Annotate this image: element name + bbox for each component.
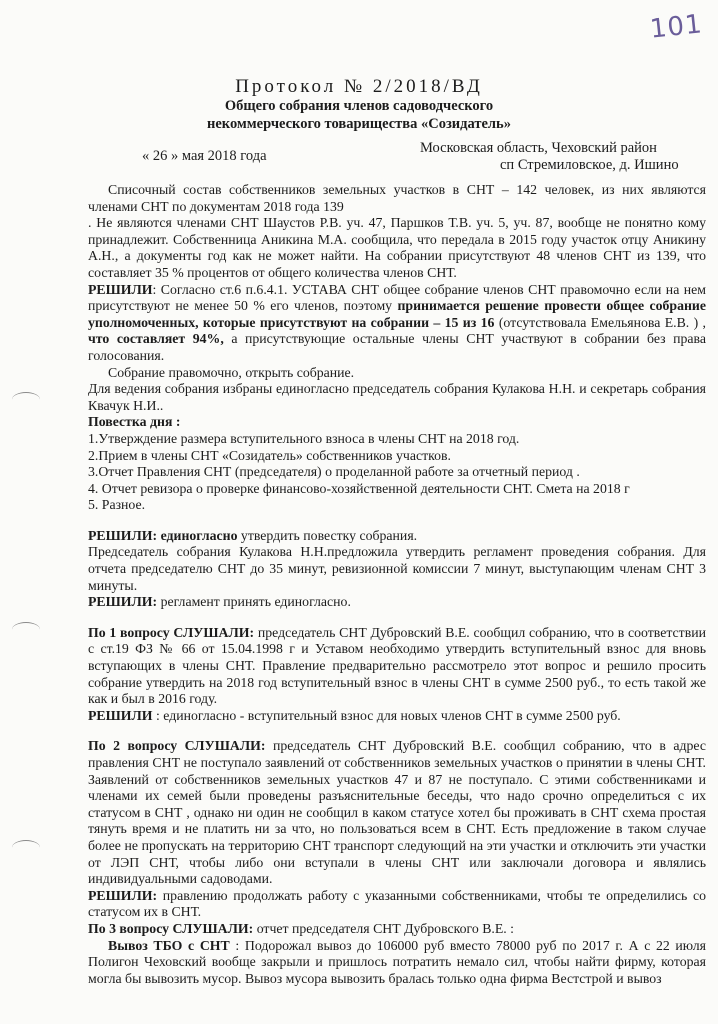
- meeting-date: « 26 » мая 2018 года: [142, 148, 267, 164]
- decision-bold-text: что составляет 94%,: [88, 331, 224, 347]
- paragraph-members-count: Списочный состав собственников земельных участков в СНТ – 142 человек, из них являются членами СНТ по документам 2018 года 139: [88, 182, 706, 214]
- agenda-item: 5. Разное.: [88, 497, 146, 513]
- protocol-title: Протокол № 2/2018/ВД: [235, 76, 483, 97]
- paragraph-chair-elected: Для ведения собрания избраны единогласно председатель собрания Кулакова Н.Н. и секретарь собрания Квачук Н.И..: [88, 381, 706, 413]
- paragraph-meeting-opened: Собрание правомочно, открыть собрание.: [108, 364, 355, 380]
- meeting-place-line2: сп Стремиловское, д. Ишино: [500, 157, 679, 173]
- decision-label: РЕШИЛИ: [88, 527, 153, 543]
- paragraph-non-members: . Не являются членами СНТ Шаустов Р.В. уч. 47, Паршков Т.В. уч. 5, уч. 87, вообще не понятно кому принадлежит. Собственница Аникина М.А. сообщила, что передала в 2015 году участок отцу Аникину А.Н., а документы год как не может найти. На собрании присутствуют 48 членов СНТ из 139, что составляет 35 % процентов от общего количества членов СНТ.: [88, 215, 706, 280]
- question-3: [88, 921, 706, 938]
- decision-label: РЕШИЛИ: [88, 281, 153, 297]
- decision-label: РЕШИЛИ:: [88, 594, 158, 610]
- question-text: председатель СНТ Дубровский В.Е. сообщил собранию, что в соответствии с ст.19 ФЗ № 66 от 15.04.1998 г и Уставом необходимо утвердить вступительный взнос для вновь вступающих в члены СНТ. Правление предварительно рассмотрело этот вопрос и решило просить собрание утвердить на 2018 год вступительный взнос в члены СНТ в сумме 2500 руб., то есть такой же как и был в 2016 году.: [88, 624, 706, 707]
- question-label: По 3 вопросу СЛУШАЛИ:: [88, 920, 254, 936]
- agenda-item: 1.Утверждение размера вступительного взноса в члены СНТ на 2018 год.: [88, 430, 520, 446]
- question-label: По 1 вопросу СЛУШАЛИ:: [88, 624, 255, 640]
- decision-bold-text: принимается решение провести общее собрание уполномоченных, которые присутствуют на собрании – 15 из 16: [88, 298, 706, 330]
- question-2: [88, 738, 706, 887]
- section-text: : Подорожал вывоз до 106000 руб вместо 78000 руб по 2017 г. А с 22 июля Полигон Чеховский вообще закрыли и пришлось потратить немало сил, чтобы найти фирму, которая могла бы вывозить мусор. Вывоз мусора вывозить бралась только одна фирма Вестстрой и вывоз: [88, 937, 706, 986]
- question-text: отчет председателя СНТ Дубровского В.Е. :: [253, 920, 515, 936]
- paragraph-regulations: Председатель собрания Кулакова Н.Н.предложила утвердить регламент проведения собрания. Для отчета председателю СНТ до 35 минут, ревизионной комиссии 7 минут, выступающим членам СНТ 3 минуты.: [88, 544, 706, 593]
- decision-text: : Согласно ст.6 п.6.4.1. УСТАВА СНТ общее собрание членов СНТ правомочно если на нем присутствуют не менее 50 % его членов, поэтому: [88, 281, 706, 314]
- decision-text: : единогласно - вступительный взнос для новых членов СНТ в сумме 2500 руб.: [152, 707, 621, 723]
- agenda-item: 3.Отчет Правления СНТ (председателя) о проделанной работе за отчетный период .: [88, 464, 580, 480]
- margin-scan-mark: [12, 392, 40, 407]
- handwritten-page-number: 101: [648, 9, 705, 45]
- meeting-place-line1: Московская область, Чеховский район: [420, 140, 657, 156]
- decision-bold-text: : единогласно: [152, 527, 238, 543]
- decision-text: регламент принять единогласно.: [157, 594, 351, 610]
- agenda-item: 4. Отчет ревизора о проверке финансово-хозяйственной деятельности СНТ. Смета на 2018 г: [88, 480, 630, 496]
- decision-text: а присутствующие остальные члены СНТ участвуют в собрании без права голосования.: [88, 331, 706, 363]
- decision-question-1: [88, 708, 706, 725]
- decision-label: РЕШИЛИ: [88, 707, 153, 723]
- decision-text: (отсутствовала Емельянова Е.В. ) ,: [494, 314, 706, 330]
- decision-label: РЕШИЛИ:: [88, 887, 158, 903]
- decision-question-2: [88, 888, 706, 921]
- protocol-subtitle-line2: некоммерческого товарищества «Созидатель»: [207, 116, 511, 132]
- section-label: Вывоз ТБО с СНТ: [108, 937, 230, 953]
- question-label: По 2 вопросу СЛУШАЛИ:: [88, 738, 266, 754]
- protocol-subtitle-line1: Общего собрания членов садоводческого: [224, 98, 494, 114]
- agenda-title: Повестка дня :: [88, 414, 181, 430]
- margin-scan-mark: [12, 622, 40, 637]
- decision-text: утвердить повестку собрания.: [237, 527, 418, 543]
- question-text: председатель СНТ Дубровский В.Е. сообщил собранию, что в адрес правления СНТ не поступало заявлений от собственников земельных участков о принятии в члены СНТ. Заявлений от собственников земельных участков 47 и 87 не поступало. С этими собственниками и членами их семей были проведены разъяснительные беседы, что надо срочно определиться с их статусом в СНТ , однако ни один не сообщил в каком статусе хотел бы проживать в СНТ схема простая тянуть время и не платить ни за что, но пользоваться всем в СНТ. Есть предложение в таком случае более не пропускать на территорию СНТ транспорт следующий на эти участки и отключить эти участки от ЛЭП СНТ, чтобы либо они вступали в члены СНТ или заключали договора и являлись индивидуальными садоводами.: [88, 738, 706, 887]
- decision-agenda: [88, 528, 706, 545]
- paragraph-quorum-decision: [88, 282, 706, 365]
- document-body: [88, 182, 706, 987]
- paragraph-waste-removal: [88, 938, 706, 988]
- question-1: [88, 625, 706, 708]
- decision-text: правлению продолжать работу с указанными собственниками, чтобы те определились со статусом их в СНТ.: [88, 887, 706, 920]
- decision-regulations: [88, 594, 706, 611]
- margin-scan-mark: [12, 840, 40, 855]
- agenda-item: 2.Прием в члены СНТ «Созидатель» собственников участков.: [88, 447, 451, 463]
